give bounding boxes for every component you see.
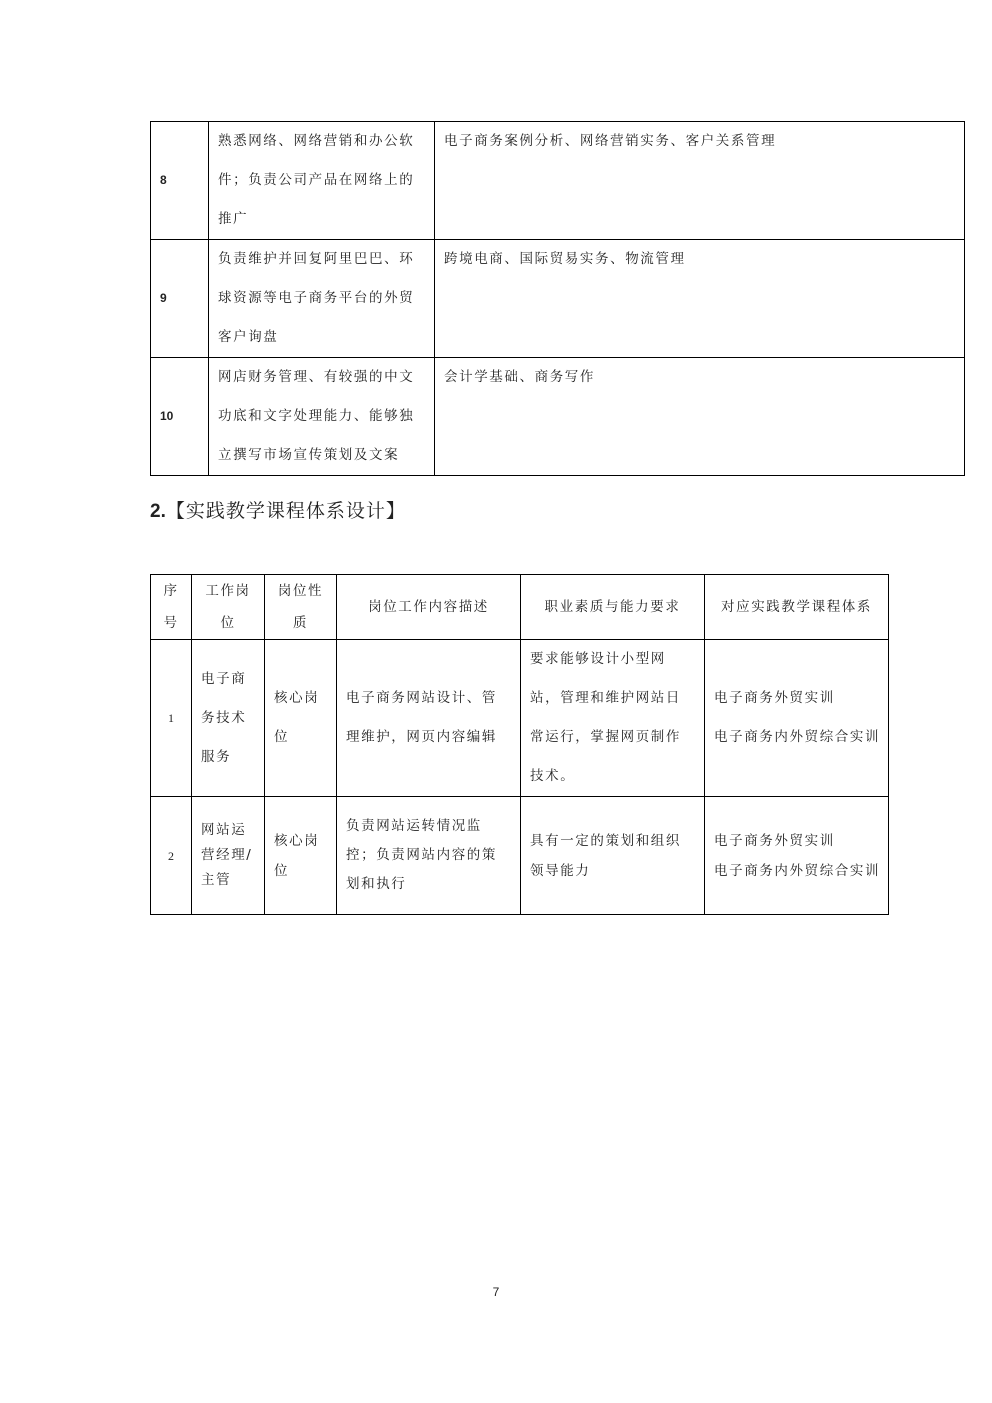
header-no: 序号 (151, 575, 192, 640)
course-item: 电子商务外贸实训 (714, 690, 835, 706)
header-qualification: 职业素质与能力要求 (521, 575, 705, 640)
row-number: 2 (151, 797, 192, 915)
job-nature-cell: 核心岗位 (265, 640, 337, 797)
page-number: 7 (492, 1285, 500, 1299)
row-number: 10 (151, 358, 209, 476)
table-row (151, 640, 889, 797)
qualification-cell: 具有一定的策划和组织领导能力 (521, 797, 705, 915)
header-description: 岗位工作内容描述 (337, 575, 521, 640)
course-item: 电子商务内外贸综合实训 (714, 862, 881, 879)
course-cell: 会计学基础、商务写作 (435, 358, 965, 476)
row-number: 9 (151, 240, 209, 358)
course-cell (705, 797, 889, 915)
qualification-cell: 要求能够设计小型网站，管理和维护网站日常运行，掌握网页制作技术。 (521, 640, 705, 797)
job-title-cell: 电子商务技术服务 (192, 640, 265, 797)
requirement-cell: 负责维护并回复阿里巴巴、环球资源等电子商务平台的外贸客户询盘 (209, 240, 435, 358)
job-description-cell: 电子商务网站设计、管理维护，网页内容编辑 (337, 640, 521, 797)
table-header-row (151, 575, 889, 640)
table-row (151, 358, 965, 476)
section-title: 【实践教学课程体系设计】 (165, 500, 406, 522)
requirement-cell: 熟悉网络、网络营销和办公软件；负责公司产品在网络上的推广 (209, 122, 435, 240)
row-number: 1 (151, 640, 192, 797)
row-number: 8 (151, 122, 209, 240)
job-description-cell: 负责网站运转情况监控；负责网站内容的策划和执行 (337, 797, 521, 915)
table-row (151, 122, 965, 240)
table-row (151, 797, 889, 915)
job-requirement-table (150, 121, 965, 476)
practice-curriculum-table (150, 574, 889, 915)
course-item: 电子商务外贸实训 (714, 832, 835, 849)
course-cell: 电子商务案例分析、网络营销实务、客户关系管理 (435, 122, 965, 240)
table-row (151, 240, 965, 358)
header-nature: 岗位性质 (265, 575, 337, 640)
header-courses: 对应实践教学课程体系 (705, 575, 889, 640)
job-title-cell: 网站运营经理/主管 (192, 797, 265, 915)
section-heading (150, 496, 406, 523)
header-job: 工作岗位 (192, 575, 265, 640)
job-nature-cell: 核心岗位 (265, 797, 337, 915)
section-number: 2. (150, 501, 166, 522)
course-cell: 跨境电商、国际贸易实务、物流管理 (435, 240, 965, 358)
requirement-cell: 网店财务管理、有较强的中文功底和文字处理能力、能够独立撰写市场宣传策划及文案 (209, 358, 435, 476)
course-item: 电子商务内外贸综合实训 (714, 729, 881, 745)
course-cell (705, 640, 889, 797)
